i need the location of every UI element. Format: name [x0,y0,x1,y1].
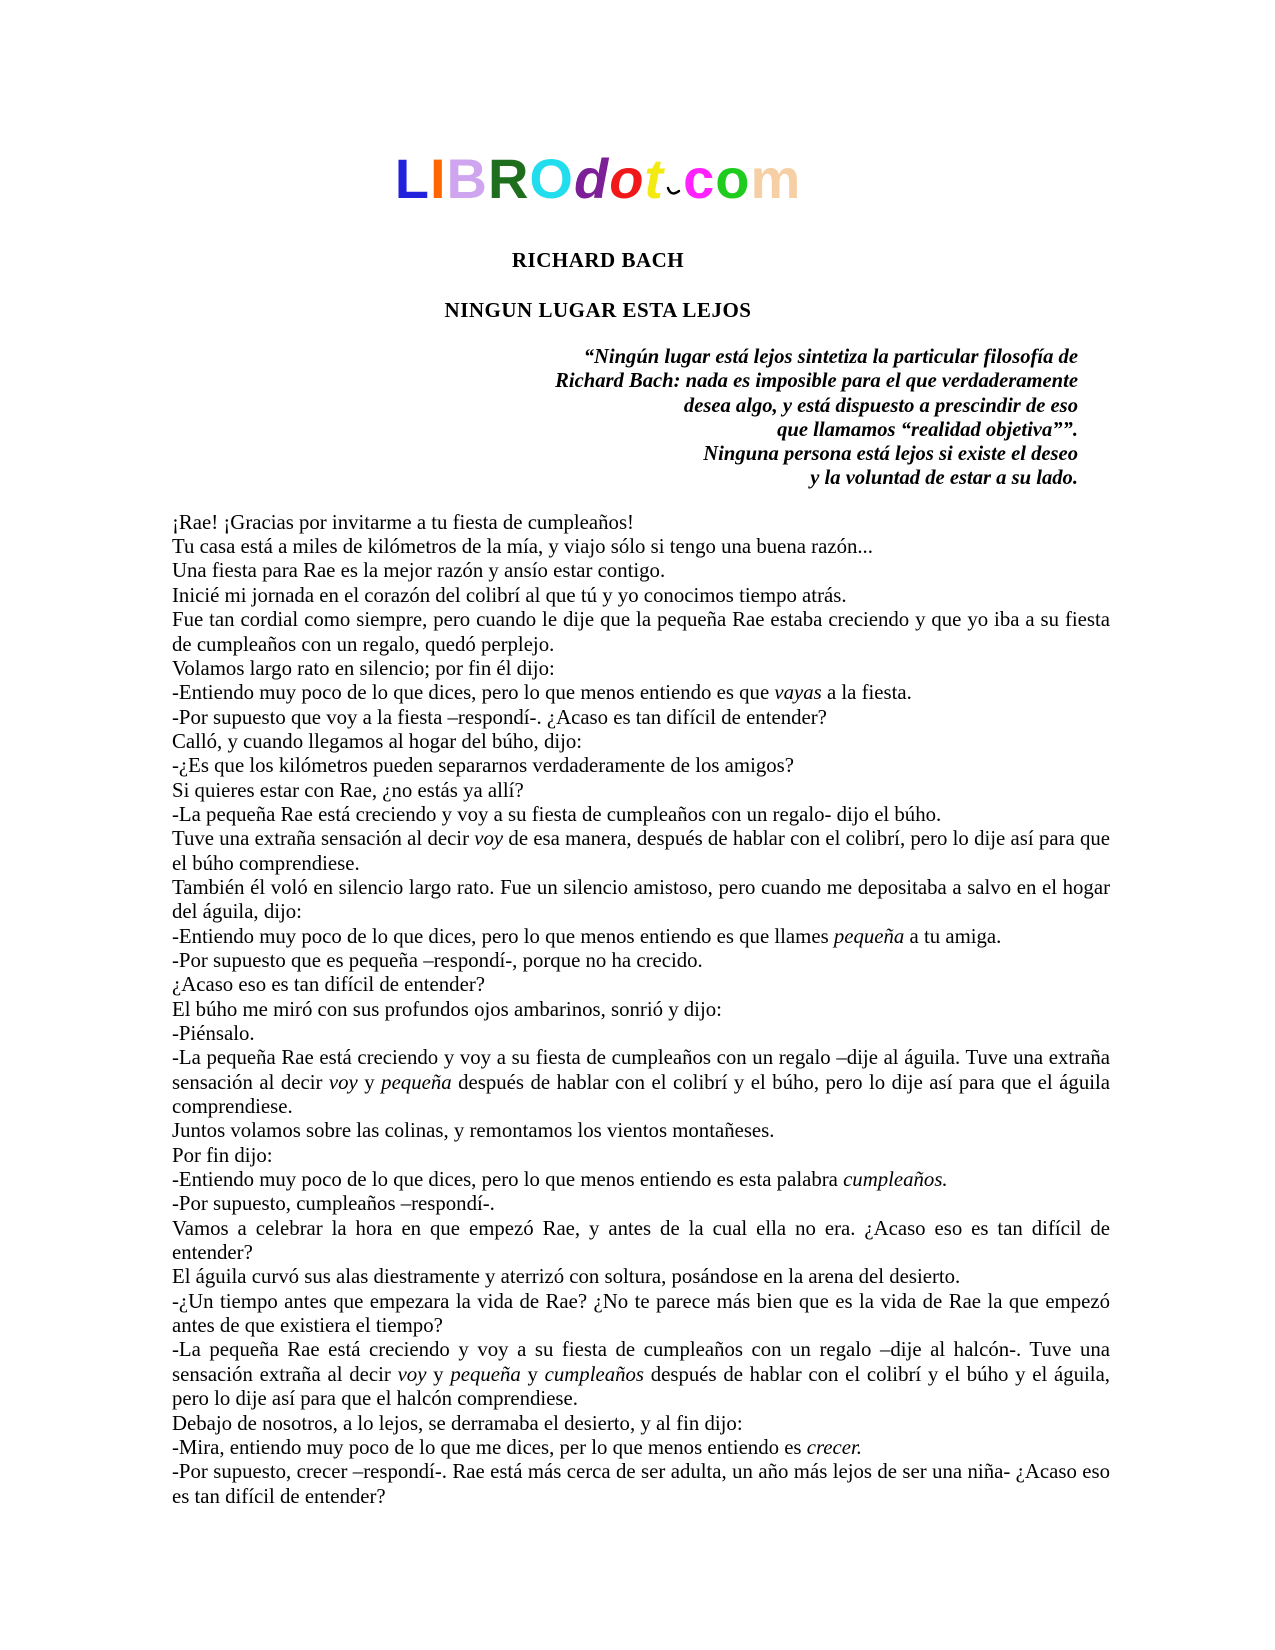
emphasized-text: cumpleaños [544,1362,644,1386]
text-run: a la fiesta. [821,681,912,705]
text-run: ¿Acaso eso es tan difícil de entender? [172,973,485,997]
paragraph [172,681,1110,705]
paragraph [172,779,1110,803]
text-run: -Por supuesto que voy a la fiesta –respondí-. ¿Acaso es tan difícil de entender? [172,705,827,729]
paragraph [172,1144,1110,1168]
text-run: Juntos volamos sobre las colinas, y remontamos los vientos montañeses. [172,1119,775,1143]
paragraph [172,608,1110,657]
text-run: a tu amiga. [904,924,1002,948]
paragraph [172,1119,1110,1143]
text-run: Una fiesta para Rae es la mejor razón y ansío estar contigo. [172,559,666,583]
paragraph [172,973,1110,997]
emphasized-text: vayas [774,681,822,705]
text-run: -Por supuesto, crecer –respondí-. Rae está más cerca de ser adulta, un año más lejos de ser una niña- ¿Acaso eso es tan difícil de entender? [172,1460,1110,1508]
text-run: -¿Un tiempo antes que empezara la vida de Rae? ¿No te parece más bien que es la vida de Rae la que empezó antes de que existiera el tiempo? [172,1289,1110,1338]
paragraph [172,706,1110,730]
logo-letter: m [750,147,802,210]
paragraph [172,1412,1110,1436]
text-run: Calló, y cuando llegamos al hogar del búho, dijo: [172,729,583,753]
epigraph-quote [172,345,1078,491]
text-run: ¡Rae! ¡Gracias por invitarme a tu fiesta de cumpleaños! [172,510,634,534]
text-run: Si quieres estar con Rae, ¿no estás ya allí? [172,778,524,802]
paragraph [172,1046,1110,1119]
paragraph [172,1460,1110,1509]
paragraph [172,1217,1110,1266]
text-run: Inicié mi jornada en el corazón del colibrí al que tú y yo conocimos tiempo atrás. [172,583,847,607]
paragraph [172,1265,1110,1289]
text-run: El águila curvó sus alas diestramente y aterrizó con soltura, posándose en la arena del desierto. [172,1265,961,1289]
paragraph [172,876,1110,925]
logo-letter: L [394,147,430,210]
text-run: después de hablar con el colibrí y el búho y el águila, pero lo dije así para que el halcón comprendiese. [172,1362,1111,1411]
text-run: -Piénsalo. [172,1022,255,1045]
emphasized-text: voy [328,1070,358,1094]
text-run: -Entiendo muy poco de lo que dices, pero lo que menos entiendo es que [172,681,775,705]
logo-letter: o [609,147,645,210]
emphasized-text: pequeña [833,924,905,948]
text-run: El búho me miró con sus profundos ojos ambarinos, sonrió y dijo: [172,997,722,1021]
text-run: -La pequeña Rae está creciendo y voy a su fiesta de cumpleaños con un regalo –dije al águila. Tuve una extraña sensación al decir [172,1046,1110,1094]
dot-mark-icon [666,150,681,208]
book-title: NINGUN LUGAR ESTA LEJOS [444,298,752,322]
logo-letter: I [429,147,447,210]
logo-letter: t [644,147,665,210]
emphasized-text: cumpleaños. [843,1168,948,1192]
paragraph [172,1338,1110,1411]
epigraph-line: desea algo, y está dispuesto a prescindir de eso [683,394,1078,417]
text-run: Debajo de nosotros, a lo lejos, se derramaba el desierto, y al fin dijo: [172,1411,743,1435]
epigraph-line: Ninguna persona está lejos si existe el deseo [703,443,1078,466]
paragraph [172,754,1110,778]
text-run: -Por supuesto que es pequeña –respondí-, porque no ha crecido. [172,948,703,972]
epigraph-line: Richard Bach: nada es imposible para el que verdaderamente [555,370,1078,393]
text-run: -¿Es que los kilómetros pueden separarnos verdaderamente de los amigos? [172,754,794,778]
logo-letter: c [683,147,716,210]
epigraph-line: que llamamos “realidad objetiva””. [777,418,1078,441]
text-run: Vamos a celebrar la hora en que empezó Rae, y antes de la cual ella no era. ¿Acaso eso es tan difícil de entender? [172,1216,1110,1265]
text-run: -La pequeña Rae está creciendo y voy a su fiesta de cumpleaños con un regalo –dije al halcón-. Tuve una sensación extraña al decir [172,1338,1110,1386]
paragraph [172,803,1110,827]
paragraph [172,1168,1110,1192]
emphasized-text: pequeña [450,1362,521,1386]
logo-letter: B [446,147,488,210]
paragraph [172,535,1110,559]
paragraph [172,827,1110,876]
emphasized-text: pequeña [381,1070,452,1094]
logo-letter: O [529,147,574,210]
text-run: Por fin dijo: [172,1143,273,1167]
text-run: -Entiendo muy poco de lo que dices, pero lo que menos entiendo es que llames [172,924,834,948]
text-run: Volamos largo rato en silencio; por fin él dijo: [172,656,555,680]
text-run: -La pequeña Rae está creciendo y voy a su fiesta de cumpleaños con un regalo- dijo el búho. [172,802,942,826]
text-run: Tuve una extraña sensación al decir [172,827,475,851]
text-run: Tu casa está a miles de kilómetros de la mía, y viajo sólo si tengo una buena razón... [172,535,873,559]
paragraph [172,584,1110,608]
paragraph [172,998,1110,1022]
text-run: y [357,1070,382,1094]
author-name: RICHARD BACH [511,248,685,272]
text-run: -Entiendo muy poco de lo que dices, pero lo que menos entiendo es esta palabra [172,1168,844,1192]
paragraph [172,1022,1110,1046]
paragraph [172,559,1110,583]
epigraph-line: “Ningún lugar está lejos sintetiza la particular filosofía de [583,346,1078,368]
librodot-logo [172,0,1024,208]
logo-letter: o [715,147,751,210]
paragraph [172,730,1110,754]
text-run: después de hablar con el colibrí y el búho, pero lo dije así para que el águila comprendiese. [172,1070,1110,1119]
text-run: Fue tan cordial como siempre, pero cuando le dije que la pequeña Rae estaba creciendo y que yo iba a su fiesta de cumpleaños con un regalo, quedó perplejo. [172,608,1110,656]
text-run: y [520,1362,545,1386]
paragraph [172,511,1110,535]
text-run: y [426,1362,451,1386]
paragraph [172,1290,1110,1339]
text-run: -Por supuesto, cumpleaños –respondí-. [172,1192,495,1216]
paragraph [172,949,1110,973]
text-run: También él voló en silencio largo rato. Fue un silencio amistoso, pero cuando me depositaba a salvo en el hogar del águila, dijo: [172,875,1110,924]
text-run: de esa manera, después de hablar con el colibrí, pero lo dije así para que el búho comprendiese. [172,827,1110,875]
paragraph [172,925,1110,949]
text-run: -Mira, entiendo muy poco de lo que me dices, per lo que menos entiendo es [172,1435,807,1459]
body-text [172,511,1110,1509]
logo-letter: R [487,147,530,210]
emphasized-text: voy [474,827,504,851]
emphasized-text: voy [397,1362,427,1386]
emphasized-text: crecer. [806,1435,862,1459]
paragraph [172,1192,1110,1216]
paragraph [172,1436,1110,1460]
paragraph [172,657,1110,681]
epigraph-line: y la voluntad de estar a su lado. [810,467,1078,490]
logo-letter: d [573,147,610,210]
